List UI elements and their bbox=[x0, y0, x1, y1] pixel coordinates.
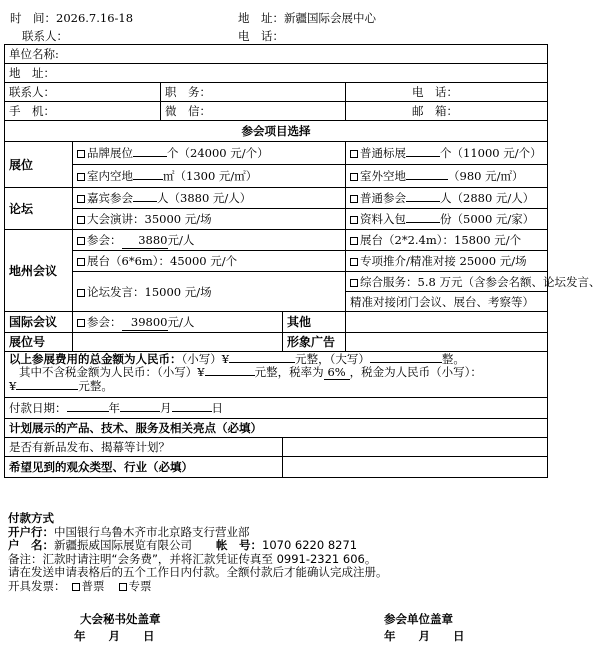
position-field[interactable]: 职 务： bbox=[161, 83, 346, 102]
event-time: 时 间：2026.7.16-18 bbox=[10, 11, 134, 25]
secretariat-date: 年 月 日 bbox=[74, 629, 155, 643]
contact-field[interactable]: 联系人： bbox=[5, 83, 161, 102]
checkbox-icon[interactable] bbox=[350, 258, 358, 266]
form-header bbox=[0, 0, 550, 44]
material-pack-option[interactable]: 资料入包 份（5000 元/家） bbox=[346, 209, 548, 230]
international-attend-option[interactable]: 参会： 39800元/人 bbox=[73, 312, 283, 333]
blank-line[interactable] bbox=[406, 179, 448, 180]
launch-question: 是否有新品发布、揭幕等计划？ bbox=[5, 438, 283, 457]
payment-note-1: 备注：汇款时请注明“会务费”，并将汇款凭证传真至 0991-2321 606。 bbox=[8, 551, 377, 566]
checkbox-icon[interactable] bbox=[350, 173, 358, 181]
blank-line[interactable] bbox=[67, 411, 109, 412]
blank-line[interactable] bbox=[133, 156, 167, 157]
checkbox-icon[interactable] bbox=[350, 195, 358, 203]
blank-line[interactable] bbox=[120, 411, 160, 412]
wechat-field[interactable]: 微 信： bbox=[161, 102, 346, 121]
brand-booth-option[interactable]: 品牌展位 个（24000 元/个） bbox=[73, 142, 346, 165]
registration-form bbox=[4, 44, 600, 478]
header-contact: 联系人： bbox=[22, 29, 68, 43]
phone-field[interactable]: 电 话： bbox=[346, 83, 548, 102]
event-address: 地 址：新疆国际会展中心 bbox=[238, 11, 376, 25]
total-amount-block: 以上参展费用的总金额为人民币：（小写）¥ 元整，（大写） 整。 其中不含税金额为人民币：（小写）¥ 元整，税率为 6% ，税金为人民币（小写）： ¥ 元整。 bbox=[5, 352, 548, 398]
section-title: 参会项目选择 bbox=[5, 121, 548, 142]
audience-answer-field[interactable] bbox=[283, 457, 548, 478]
payment-date-row: 付款日期： 年 月 日 bbox=[5, 398, 548, 419]
blank-line[interactable] bbox=[133, 201, 157, 202]
payment-title: 付款方式 bbox=[8, 511, 54, 525]
highlights-title: 计划展示的产品、技术、服务及相关亮点（必填） bbox=[5, 419, 548, 438]
international-label: 国际会议 bbox=[5, 312, 73, 333]
payment-note-2: 请在发送申请表格后的五个工作日内付款。全额付款后才能确认完成注册。 bbox=[8, 565, 388, 579]
header-phone: 电 话： bbox=[238, 29, 284, 43]
checkbox-icon[interactable] bbox=[350, 279, 358, 287]
vip-attend-option[interactable]: 嘉宾参会 人（3880 元/人） bbox=[73, 188, 346, 209]
checkbox-icon[interactable] bbox=[77, 237, 85, 245]
unit-name-field[interactable]: 单位名称: bbox=[5, 45, 548, 64]
image-ad-field[interactable] bbox=[346, 333, 548, 352]
mobile-field[interactable]: 手 机： bbox=[5, 102, 161, 121]
launch-answer-field[interactable] bbox=[283, 438, 548, 457]
prefecture-attend-option[interactable]: 参会： 3880元/人 bbox=[73, 230, 346, 251]
checkbox-icon[interactable] bbox=[350, 237, 358, 245]
booth-no-field[interactable] bbox=[73, 333, 283, 352]
standard-booth-option[interactable]: 普通标展 个（11000 元/个） bbox=[346, 142, 548, 165]
large-booth-option[interactable]: 展台（6*6m）：45000 元/个 bbox=[73, 251, 346, 272]
invoice-special-checkbox[interactable] bbox=[119, 583, 127, 591]
blank-line[interactable] bbox=[406, 222, 440, 223]
invoice-row: 开具发票： 普票 专票 bbox=[8, 578, 152, 593]
account-number: 1070 6220 8271 bbox=[262, 538, 358, 552]
checkbox-icon[interactable] bbox=[77, 173, 85, 181]
outdoor-space-option[interactable]: 室外空地 （980 元/㎡） bbox=[346, 165, 548, 188]
prefecture-label: 地州会议 bbox=[5, 230, 73, 312]
participant-date: 年 月 日 bbox=[384, 629, 465, 643]
checkbox-icon[interactable] bbox=[350, 216, 358, 224]
small-booth-option[interactable]: 展台（2*2.4m）：15800 元/个 bbox=[346, 230, 548, 251]
bank-name: 中国银行乌鲁木齐市北京路支行营业部 bbox=[54, 524, 250, 539]
blank-line[interactable] bbox=[370, 362, 442, 363]
checkbox-icon[interactable] bbox=[77, 216, 85, 224]
invoice-normal-checkbox[interactable] bbox=[72, 583, 80, 591]
keynote-speech-option[interactable]: 大会演讲：35000 元/场 bbox=[73, 209, 346, 230]
comprehensive-service-detail: 精准对接闭门会议、展台、考察等） bbox=[346, 292, 548, 312]
participant-seal: 参会单位盖章 bbox=[384, 612, 453, 626]
booth-no-label: 展位号 bbox=[5, 333, 73, 352]
blank-line[interactable] bbox=[205, 375, 255, 376]
comprehensive-service-option[interactable]: 综合服务：5.8 万元（含参会名额、论坛发言、 bbox=[346, 272, 548, 292]
account-name: 新疆振威国际展览有限公司 bbox=[54, 538, 192, 552]
forum-speech-option[interactable]: 论坛发言：15000 元/场 bbox=[73, 272, 346, 312]
exhibition-label: 展位 bbox=[5, 142, 73, 188]
blank-line[interactable] bbox=[172, 411, 212, 412]
blank-line[interactable] bbox=[406, 156, 440, 157]
blank-line[interactable] bbox=[133, 179, 163, 180]
checkbox-icon[interactable] bbox=[77, 150, 85, 158]
checkbox-icon[interactable] bbox=[77, 195, 85, 203]
intl-attend-fee: 39800 bbox=[122, 314, 168, 331]
blank-line[interactable] bbox=[16, 389, 78, 390]
attend-fee: 3880 bbox=[122, 232, 168, 249]
payment-section: 付款方式 开户行：中国银行乌鲁木齐市北京路支行营业部 户 名：新疆振威国际展览有限公司 帐 号：1070 6220 8271 备注：汇款时请注明“会务费”，并将汇款凭证传真至 0991-2321 606。 请在发送申请表格后的五个工作日内付款。全额付款后才能确认完成注册。 开具发票： 普票 专票 bbox=[8, 512, 544, 593]
other-label: 其他 bbox=[283, 312, 346, 333]
checkbox-icon[interactable] bbox=[350, 150, 358, 158]
image-ad-label: 形象广告 bbox=[283, 333, 346, 352]
promotion-option[interactable]: 专项推介/精准对接 25000 元/场 bbox=[346, 251, 548, 272]
email-field[interactable]: 邮 箱： bbox=[346, 102, 548, 121]
audience-title: 希望见到的观众类型、行业（必填） bbox=[5, 457, 283, 478]
tax-rate: 6% bbox=[324, 366, 350, 380]
secretariat-seal: 大会秘书处盖章 bbox=[80, 612, 161, 626]
blank-line[interactable] bbox=[229, 362, 295, 363]
checkbox-icon[interactable] bbox=[77, 319, 85, 327]
checkbox-icon[interactable] bbox=[77, 258, 85, 266]
checkbox-icon[interactable] bbox=[77, 289, 85, 297]
address-field[interactable]: 地 址： bbox=[5, 64, 548, 83]
blank-line[interactable] bbox=[406, 201, 440, 202]
indoor-space-option[interactable]: 室内空地 ㎡（1300 元/㎡） bbox=[73, 165, 346, 188]
forum-label: 论坛 bbox=[5, 188, 73, 230]
other-field[interactable] bbox=[346, 312, 548, 333]
regular-attend-option[interactable]: 普通参会 人（2880 元/人） bbox=[346, 188, 548, 209]
